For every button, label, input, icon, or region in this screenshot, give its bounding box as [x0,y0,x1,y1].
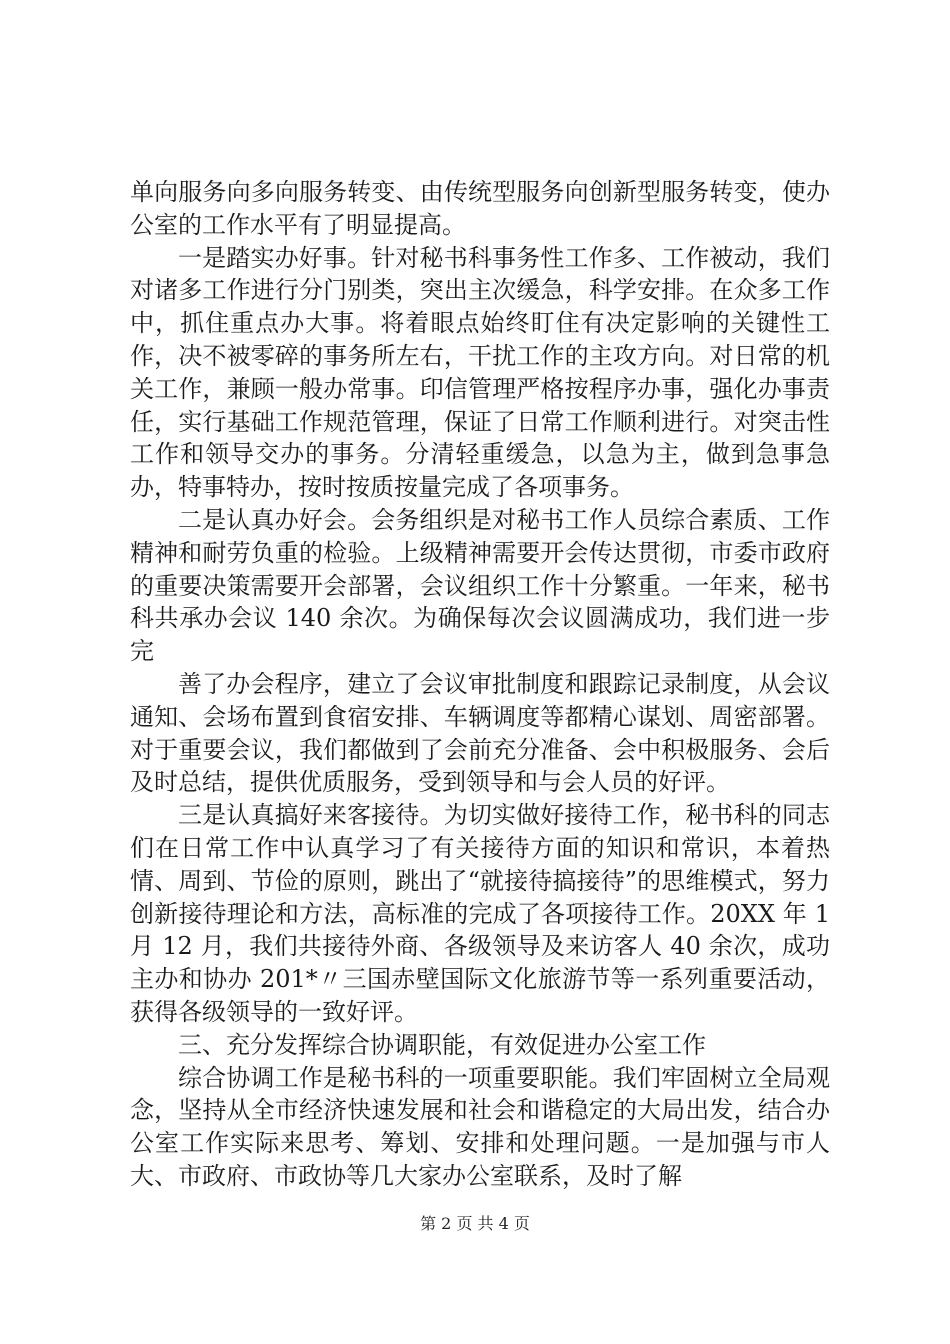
page-number-label: 第 2 页 共 4 页 [420,1214,530,1233]
paragraph: 综合协调工作是秘书科的一项重要职能。我们牢固树立全局观念，坚持从全市经济快速发展和社会和谐稳定的大局出发，结合办公室工作实际来思考、筹划、安排和处理问题。一是加强与市人大、市政府、市政协等几大家办公室联系，及时了解 [130,1063,830,1190]
paragraph: 一是踏实办好事。针对秘书科事务性工作多、工作被动，我们对诸多工作进行分门别类，突出主次缓急，科学安排。在众多工作中，抓住重点办大事。将着眼点始终盯住有决定影响的关键性工作，决不被零碎的事务所左右，干扰工作的主攻方向。对日常的机关工作，兼顾一般办常事。印信管理严格按程序办事，强化办事责任，实行基础工作规范管理，保证了日常工作顺利进行。对突击性工作和领导交办的事务。分清轻重缓急，以急为主，做到急事急办，特事特办，按时按质按量完成了各项事务。 [130,243,830,502]
document-body [130,176,830,1193]
paragraph: 二是认真办好会。会务组织是对秘书工作人员综合素质、工作精神和耐劳负重的检验。上级精神需要开会传达贯彻，市委市政府的重要决策需要开会部署，会议组织工作十分繁重。一年来，秘书科共承办会议 140 余次。为确保每次会议圆满成功，我们进一步完 [130,505,830,666]
paragraph: 单向服务向多向服务转变、由传统型服务向创新型服务转变，使办公室的工作水平有了明显提高。 [130,178,830,239]
paragraph: 三是认真搞好来客接待。为切实做好接待工作，秘书科的同志们在日常工作中认真学习了有关接待方面的知识和常识，本着热情、周到、节俭的原则，跳出了“就接待搞接待”的思维模式，努力创新接待理论和方法，高标准的完成了各项接待工作。20XX 年 1 月 12 月，我们共接待外商、各级领导及来访客人 40 余次，成功主办和协办 201*〃三国赤壁国际文化旅游节等一系列重要活动，获得各级领导的一致好评。 [130,801,830,1026]
page-footer [0,1214,950,1234]
paragraph: 善了办会程序，建立了会议审批制度和跟踪记录制度，从会议通知、会场布置到食宿安排、车辆调度等都精心谋划、周密部署。对于重要会议，我们都做到了会前充分准备、会中积极服务、会后及时总结，提供优质服务，受到领导和与会人员的好评。 [130,669,830,797]
section-heading: 三、充分发挥综合协调职能，有效促进办公室工作 [178,1030,706,1059]
